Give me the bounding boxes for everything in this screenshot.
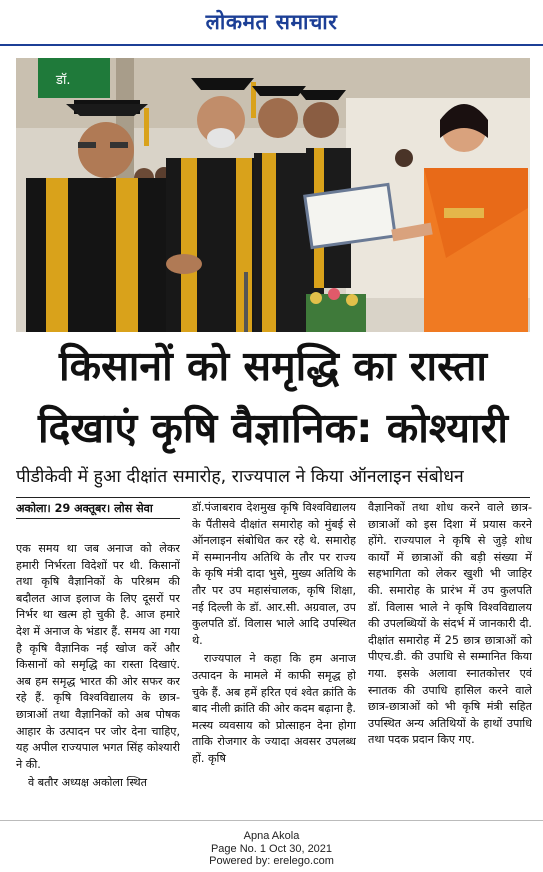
- masthead-rule: [0, 44, 543, 46]
- subheadline: पीडीकेवी में हुआ दीक्षांत समारोह, राज्यपाल ने किया ऑनलाइन संबोधन: [16, 467, 464, 487]
- headline-line-1: किसानों को समृद्धि का रास्ता: [58, 342, 488, 390]
- footer-page-date: Page No. 1 Oct 30, 2021: [210, 842, 333, 855]
- article-column-1: [16, 500, 180, 816]
- column-2-paragraph-2: राज्यपाल ने कहा कि हम अनाज उत्पादन के मामले में काफी समृद्ध हो चुके हैं. अब हमें हरित एवं श्वेत क्रांति के बाद नीली क्रांति की ओर कदम बढ़ाना है. मत्स्य व्यवसाय को प्रोत्साहन देना होगा ताकि रोजगार के ज्यादा अवसर उपलब्ध हों. कृषि: [192, 652, 356, 765]
- convocation-illustration: [16, 58, 530, 332]
- article-column-3: [368, 500, 532, 816]
- column-1-paragraph-2: वे बतौर अध्यक्ष अकोला स्थित: [28, 776, 148, 790]
- masthead: [0, 0, 543, 44]
- column-3-paragraph-1: वैज्ञानिकों तथा शोध करने वाले छात्र-छात्राओं को इस दिशा में प्रयास करने होंगे. राज्यपाल ने कृषि से जुड़े शोध कार्यों में छात्राओं की बड़ी संख्या में सहभागिता को लेकर खुशी भी जाहिर की. समारोह के प्रारंभ में उप कुलपति डॉ. विलास भाले ने कृषि विश्वविद्यालय की उपलब्धियों के संदर्भ में जानकारी दी. दीक्षांत समारोह में 25 छात्र छात्राओं को पीएच.डी. की उपाधि से सम्मानित किया गया. इसके अलावा स्नातकोत्तर एवं स्नातक की उपाधि हासिल करने वाले छात्र-छात्राओं को भी कृषि मंत्री सहित उपस्थित अन्य अतिथियों के हाथों उपाधि तथा पदक प्रदान किए गए.: [368, 501, 532, 747]
- footer: [0, 830, 543, 868]
- column-1-paragraph-1: एक समय था जब अनाज को लेकर हमारी निर्भरता विदेशों पर थी. किसानों तथा कृषि वैज्ञानिकों के परिश्रम की बदौलत आज इलाज के लिए दूसरों पर निर्भर था खत्म हो चुकी है. आज हमारे देश में अनाज के भंडार हैं. समय आ गया है कृषि वैज्ञानिक नई खोज करें और किसानों को समृद्धि का रास्ता दिखाएं. अब हम समृद्ध भारत की ओर सफर कर रहे हैं. कृषि विश्वविद्यालय के छात्र-छात्राओं तथा वैज्ञानिकों को अब पोषक आहार के उत्पादन पर जोर देना चाहिए, यह अपील राज्यपाल भगत सिंह कोश्यारी ने की.: [16, 542, 180, 771]
- footer-publication: Apna Akola: [243, 830, 300, 842]
- masthead-title: लोकमत समाचार: [205, 10, 338, 34]
- certificate: [305, 184, 395, 247]
- green-sign: [38, 58, 110, 98]
- footer-powered-by: Powered by: erelego.com: [209, 855, 334, 867]
- dateline: अकोला। 29 अक्तूबर। लोस सेवा: [16, 500, 180, 519]
- microphone-stand: [244, 272, 248, 332]
- subheadline-rule: [16, 497, 530, 498]
- headline-line-2: दिखाएं कृषि वैज्ञानिक: कोश्यारी: [37, 404, 509, 452]
- sign-text: डॉ.: [56, 73, 71, 88]
- article-column-2: [192, 500, 356, 816]
- footer-rule: [0, 820, 543, 821]
- news-photo: [16, 58, 530, 332]
- column-2-paragraph-1: डॉ.पंजाबराव देशमुख कृषि विश्वविद्यालय के पैंतीसवे दीक्षांत समारोह को मुंबई से ऑनलाइन संबोधित कर रहे थे. समारोह में सम्माननीय अतिथि के तौर पर राज्य के कृषि मंत्री दादा भुसे, मुख्य अतिथि के तौर पर उप महासंचालक, कृषि शिक्षा, नई दिल्ली के डॉ. आर.सी. अग्रवाल, उप कुलपति डॉ. विलास भाले आदि उपस्थित थे.: [192, 501, 356, 647]
